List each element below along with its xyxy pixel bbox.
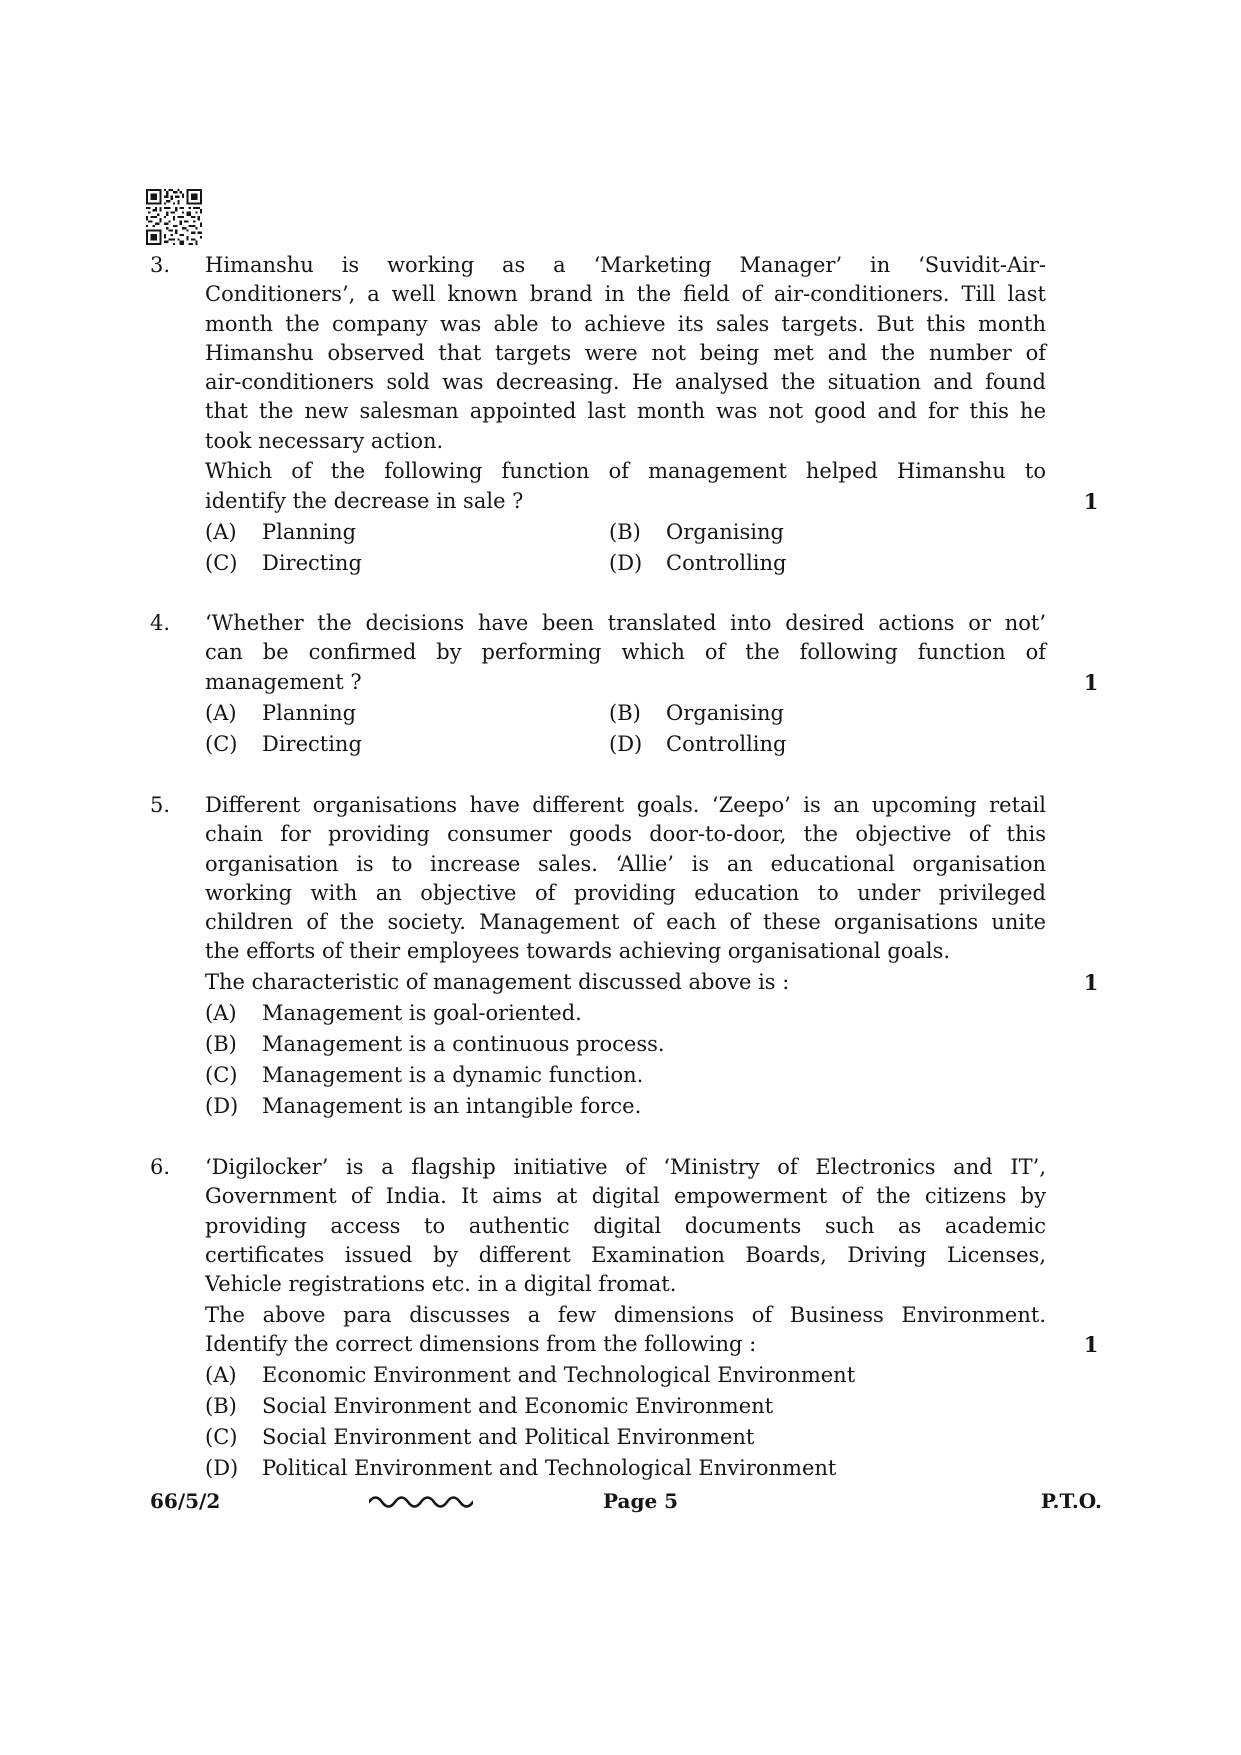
question-passage — [205, 791, 1046, 967]
option-row — [205, 548, 1046, 579]
stem-line: ‘Whether the decisions have been translated into desired actions or not’ — [205, 611, 1046, 635]
option-c-text: Directing — [262, 550, 362, 575]
option-b-text: Social Environment and Economic Environment — [262, 1394, 774, 1419]
option-row — [205, 1360, 1046, 1391]
stem-line: that the new salesman appointed last month was not good and for this he — [205, 399, 1046, 424]
question-number: 4. — [150, 611, 171, 635]
option-d-label: (D) — [205, 1456, 239, 1481]
question-4 — [150, 609, 1099, 760]
stem-line: certificates issued by different Examination Boards, Driving Licenses, — [205, 1242, 1046, 1267]
option-row — [205, 698, 1046, 729]
question-prompt — [205, 968, 1099, 997]
stem-line — [205, 487, 1099, 516]
stem-line — [205, 668, 1099, 697]
stem-line: children of the society. Management of each of these organisations unite — [205, 910, 1046, 934]
option-a-label: (A) — [205, 519, 237, 544]
stem-line: can be confirmed by performing which of the following function of — [205, 640, 1046, 665]
option-a-label: (A) — [205, 1363, 237, 1388]
option-row — [205, 1029, 1046, 1060]
paper-code: 66/5/2 — [150, 1489, 221, 1513]
option-c-label: (C) — [205, 550, 238, 575]
question-number: 3. — [150, 253, 171, 277]
question-passage — [205, 251, 1046, 456]
stem-line: Different organisations have different goals. ‘Zeepo’ is an upcoming retail — [205, 793, 1046, 817]
option-d-text: Management is an intangible force. — [262, 1094, 642, 1119]
option-d-label: (D) — [609, 731, 643, 756]
options — [205, 1360, 1046, 1484]
please-turn-over: P.T.O. — [1040, 1489, 1102, 1513]
stem-line — [205, 1330, 1099, 1359]
stem-line-text: identify the decrease in sale ? — [205, 488, 524, 513]
option-a-text: Planning — [262, 700, 357, 725]
stem-line: Himanshu observed that targets were not being met and the number of — [205, 340, 1046, 365]
option-b-label: (B) — [609, 519, 641, 544]
stem-line: chain for providing consumer goods door-to-door, the objective of this — [205, 822, 1046, 847]
option-a-label: (A) — [205, 700, 237, 725]
question-prompt — [205, 1301, 1099, 1360]
marks: 1 — [1083, 488, 1099, 514]
option-c-label: (C) — [205, 731, 238, 756]
option-d-text: Controlling — [666, 550, 787, 575]
option-c-text: Management is a dynamic function. — [262, 1063, 644, 1088]
option-row — [205, 1091, 1046, 1122]
qr-code — [146, 189, 202, 245]
stem-line: Vehicle registrations etc. in a digital fromat. — [205, 1272, 677, 1296]
option-c-label: (C) — [205, 1425, 238, 1450]
option-row — [205, 1060, 1046, 1091]
option-a-text: Management is goal-oriented. — [262, 1001, 582, 1026]
question-6 — [150, 1153, 1099, 1484]
option-row — [205, 1422, 1046, 1453]
stem-line: Himanshu is working as a ‘Marketing Manager’ in ‘Suvidit-Air- — [205, 253, 1046, 277]
option-c-text: Directing — [262, 731, 362, 756]
stem-line-text: Identify the correct dimensions from the following : — [205, 1332, 757, 1356]
option-a-text: Planning — [262, 519, 357, 544]
option-d-label: (D) — [609, 550, 643, 575]
option-b-label: (B) — [205, 1394, 237, 1419]
marks: 1 — [1083, 1332, 1099, 1357]
option-row — [205, 1391, 1046, 1422]
question-3 — [150, 251, 1099, 579]
marks: 1 — [1083, 970, 1099, 995]
option-b-label: (B) — [205, 1032, 237, 1057]
option-a-label: (A) — [205, 1001, 237, 1026]
option-row — [205, 1453, 1046, 1484]
option-d-text: Political Environment and Technological Environment — [262, 1456, 837, 1481]
stem-line: air-conditioners sold was decreasing. He analysed the situation and found — [205, 370, 1046, 394]
stem-line: Conditioners’, a well known brand in the field of air-conditioners. Till last — [205, 282, 1046, 307]
stem-line: Government of India. It aims at digital empowerment of the citizens by — [205, 1184, 1046, 1209]
option-a-text: Economic Environment and Technological Environment — [262, 1363, 856, 1388]
marks: 1 — [1083, 669, 1099, 695]
page-number: Page 5 — [603, 1489, 679, 1513]
question-prompt — [205, 609, 1099, 697]
stem-line-text: management ? — [205, 669, 362, 694]
option-b-text: Organising — [666, 700, 784, 725]
option-c-label: (C) — [205, 1063, 238, 1088]
options — [205, 998, 1046, 1122]
stem-line: month the company was able to achieve its sales targets. But this month — [205, 311, 1046, 336]
option-b-label: (B) — [609, 700, 641, 725]
question-5 — [150, 791, 1099, 1122]
stem-line: organisation is to increase sales. ‘Allie’ is an educational organisation — [205, 851, 1046, 876]
options — [205, 698, 1046, 760]
stem-line: providing access to authentic digital documents such as academic — [205, 1213, 1046, 1238]
stem-line: the efforts of their employees towards achieving organisational goals. — [205, 939, 951, 964]
option-b-text: Management is a continuous process. — [262, 1032, 665, 1057]
option-c-text: Social Environment and Political Environment — [262, 1425, 755, 1450]
option-row — [205, 998, 1046, 1029]
stem-line: took necessary action. — [205, 428, 444, 453]
options — [205, 517, 1046, 579]
question-passage — [205, 1153, 1046, 1299]
stem-line-text: The characteristic of management discussed above is : — [205, 970, 790, 994]
option-row — [205, 729, 1046, 760]
stem-line: ‘Digilocker’ is a flagship initiative of ‘Ministry of Electronics and IT’, — [205, 1155, 1046, 1179]
option-b-text: Organising — [666, 519, 784, 544]
question-number: 6. — [150, 1155, 171, 1179]
option-d-label: (D) — [205, 1094, 239, 1119]
stem-line — [205, 968, 1099, 997]
wavy-divider — [369, 1495, 473, 1509]
question-prompt — [205, 457, 1099, 516]
question-number: 5. — [150, 793, 171, 817]
option-d-text: Controlling — [666, 731, 787, 756]
stem-line: The above para discusses a few dimensions of Business Environment. — [205, 1302, 1046, 1327]
option-row — [205, 517, 1046, 548]
stem-line: Which of the following function of management helped Himanshu to — [205, 459, 1046, 484]
stem-line: working with an objective of providing education to under privileged — [205, 880, 1046, 905]
